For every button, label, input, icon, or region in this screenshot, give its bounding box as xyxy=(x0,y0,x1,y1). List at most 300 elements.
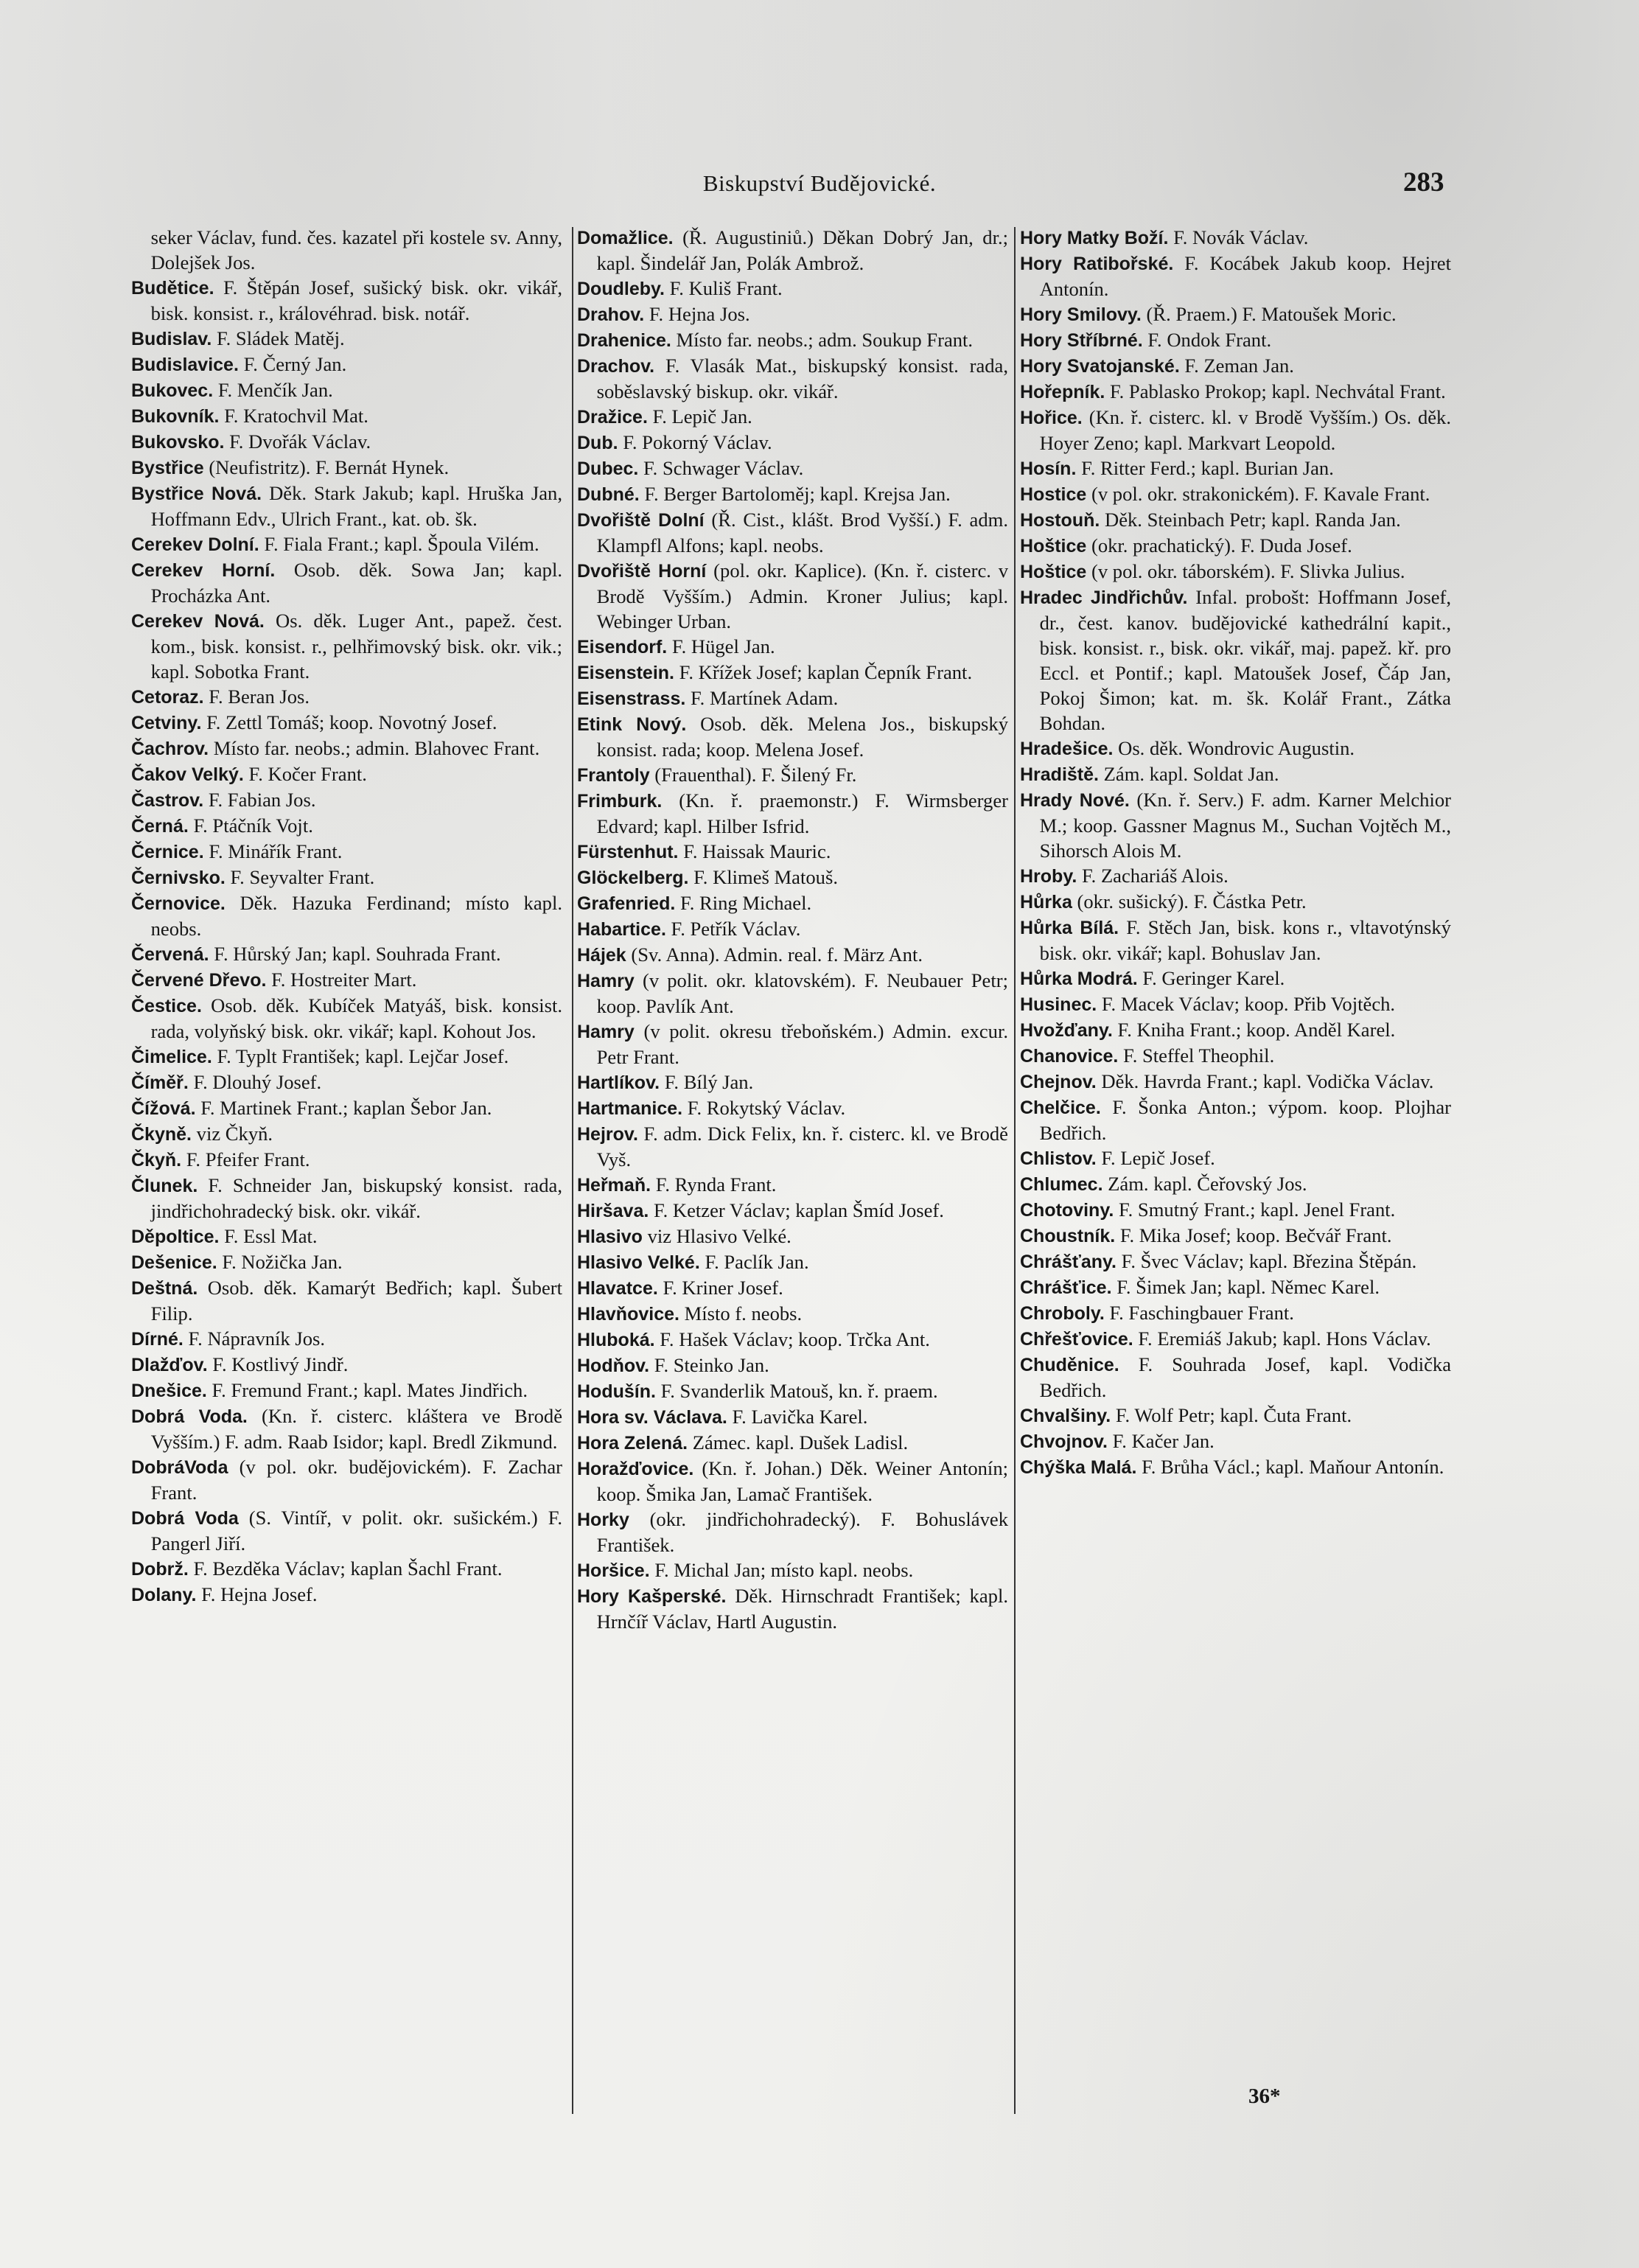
directory-entry xyxy=(1020,327,1451,353)
entry-text: (S. Vintíř, v polit. okr. sušickém.) F. Pangerl Jiří. xyxy=(150,1507,562,1555)
entry-text: viz Čkyň. xyxy=(196,1123,273,1145)
directory-entry xyxy=(131,993,562,1044)
entry-place-name: Dnešice. xyxy=(131,1381,207,1401)
entry-text: F. Kačer Jan. xyxy=(1112,1430,1215,1452)
directory-entry xyxy=(577,1430,1008,1456)
entry-place-name: Dub. xyxy=(577,433,618,453)
entry-text: F. Fiala Frant.; kapl. Špoula Vilém. xyxy=(264,533,539,555)
entry-text: Děk. Steinbach Petr; kapl. Randa Jan. xyxy=(1104,509,1401,531)
directory-entry xyxy=(1020,1249,1451,1274)
entry-place-name: Hory Kašperské. xyxy=(577,1586,727,1607)
entry-place-name: Drachov. xyxy=(577,356,655,377)
entry-text: F. Švec Václav; kapl. Březina Štěpán. xyxy=(1121,1250,1417,1272)
directory-entry xyxy=(1020,1095,1451,1145)
entry-text: F. Souhrada Josef, kapl. Vodička Bedřich. xyxy=(1039,1353,1452,1401)
entry-text: F. Svanderlik Matouš, kn. ř. praem. xyxy=(660,1380,938,1402)
directory-entry xyxy=(131,1173,562,1224)
directory-entry xyxy=(131,1556,562,1582)
directory-entry xyxy=(1020,1069,1451,1095)
directory-entry xyxy=(131,761,562,787)
directory-entry xyxy=(131,1275,562,1326)
entry-place-name: Domažlice. xyxy=(577,228,674,248)
directory-entry xyxy=(577,1198,1008,1224)
directory-entry xyxy=(577,430,1008,456)
entry-place-name: Chvojnov. xyxy=(1020,1431,1108,1452)
entry-text: Místo far. neobs.; admin. Blahovec Frant. xyxy=(213,737,540,759)
directory-entry xyxy=(131,890,562,941)
entry-place-name: Hory Ratibořské. xyxy=(1020,254,1174,274)
entry-place-name: Černovice. xyxy=(131,893,226,914)
entry-text: Zám. kapl. Čeřovský Jos. xyxy=(1108,1173,1307,1195)
entry-text: F. Paclík Jan. xyxy=(705,1251,809,1273)
entry-place-name: Chlistov. xyxy=(1020,1148,1097,1169)
entry-place-name: Hartmanice. xyxy=(577,1098,683,1119)
entry-text: F. Kriner Josef. xyxy=(663,1277,783,1299)
directory-entry xyxy=(577,1456,1008,1507)
entry-text: F. Martínek Adam. xyxy=(690,687,839,709)
entry-text: F. Seyvalter Frant. xyxy=(230,866,375,888)
directory-entry xyxy=(131,352,562,377)
directory-entry xyxy=(577,1121,1008,1172)
column-1 xyxy=(131,225,562,1608)
entry-text: F. Křížek Josef; kaplan Čepník Frant. xyxy=(679,661,973,683)
directory-entry xyxy=(1020,507,1451,533)
directory-entry xyxy=(131,813,562,839)
entry-place-name: Červené Dřevo. xyxy=(131,970,267,991)
directory-entry xyxy=(1020,1017,1451,1043)
entry-place-name: Hory Smilovy. xyxy=(1020,304,1142,325)
directory-entry xyxy=(577,481,1008,507)
directory-entry xyxy=(577,327,1008,353)
directory-entry xyxy=(577,890,1008,916)
directory-entry xyxy=(577,558,1008,634)
entry-place-name: Červená. xyxy=(131,944,209,965)
directory-entry xyxy=(131,1224,562,1249)
entry-text: F. Nápravník Jos. xyxy=(188,1327,326,1350)
directory-entry xyxy=(577,456,1008,481)
directory-entry xyxy=(131,1070,562,1095)
entry-place-name: Hoštice xyxy=(1020,536,1087,556)
entry-text: F. Hostreiter Mart. xyxy=(271,969,417,991)
signature-mark: 36* xyxy=(1248,2084,1281,2108)
entry-place-name: Cetviny. xyxy=(131,713,202,733)
directory-entry xyxy=(131,225,562,275)
directory-entry xyxy=(131,787,562,813)
directory-entry xyxy=(1020,379,1451,405)
directory-entry xyxy=(577,942,1008,968)
directory-entry xyxy=(131,1454,562,1505)
entry-text: Zám. kapl. Soldat Jan. xyxy=(1103,763,1279,785)
entry-text: F. Haissak Mauric. xyxy=(683,840,831,862)
directory-entry xyxy=(577,1557,1008,1583)
entry-text: F. Ondok Frant. xyxy=(1147,329,1272,351)
entry-text: F. Šonka Anton.; výpom. koop. Plojhar Bedřich. xyxy=(1039,1096,1451,1144)
entry-text: seker Václav, fund. čes. kazatel při kostele sv. Anny, Dolejšek Jos. xyxy=(150,226,562,273)
entry-place-name: Cerekev Dolní. xyxy=(131,534,259,555)
entry-place-name: Hůrka xyxy=(1020,892,1072,913)
entry-place-name: Dubec. xyxy=(577,458,639,479)
entry-text: F. Typlt František; kapl. Lejčar Josef. xyxy=(217,1045,509,1067)
entry-text: F. Fremund Frant.; kapl. Mates Jindřich. xyxy=(212,1379,528,1401)
entry-text: F. Kniha Frant.; koop. Anděl Karel. xyxy=(1117,1019,1396,1041)
directory-entry xyxy=(577,1095,1008,1121)
directory-entry xyxy=(577,634,1008,660)
entry-text: (Kn. ř. Serv.) F. adm. Karner Melchior M.; koop. Gassner Magnus M., Suchan Vojtěch M., Sihorsch Alois M. xyxy=(1039,789,1451,862)
entry-place-name: Chrášťany. xyxy=(1020,1252,1117,1272)
directory-entry xyxy=(1020,863,1451,889)
entry-text: F. Klimeš Matouš. xyxy=(693,866,838,888)
directory-entry xyxy=(1020,1223,1451,1249)
directory-entry xyxy=(577,276,1008,301)
entry-place-name: Hoštice xyxy=(1020,562,1087,582)
entry-place-name: Dražice. xyxy=(577,407,648,428)
directory-entry xyxy=(131,403,562,429)
entry-text: F. Sládek Matěj. xyxy=(216,327,345,349)
directory-entry xyxy=(131,429,562,455)
entry-place-name: Hosín. xyxy=(1020,458,1077,479)
entry-text: F. Petřík Václav. xyxy=(671,918,801,940)
entry-text: F. Brůha Václ.; kapl. Maňour Antonín. xyxy=(1142,1456,1444,1478)
directory-entry xyxy=(1020,1428,1451,1454)
directory-entry xyxy=(131,275,562,326)
entry-text: (okr. sušický). F. Částka Petr. xyxy=(1077,890,1307,913)
entry-place-name: Dvořiště Horní xyxy=(577,561,707,582)
directory-entry xyxy=(1020,1352,1451,1403)
entry-place-name: Hora Zelená. xyxy=(577,1433,688,1454)
directory-entry xyxy=(577,762,1008,788)
entry-text: F. Faschingbauer Frant. xyxy=(1109,1302,1294,1324)
entry-text: (Ř. Cist., klášt. Brod Vyšší.) F. adm. Klampfl Alfons; kapl. neobs. xyxy=(596,509,1008,556)
directory-entry xyxy=(131,326,562,352)
entry-text: (pol. okr. Kaplice). (Kn. ř. cisterc. v Brodě Vyšším.) Admin. Kroner Julius; kapl. Webinger Urban. xyxy=(596,559,1008,632)
entry-place-name: Eisenstrass. xyxy=(577,688,686,709)
entry-place-name: Chanovice. xyxy=(1020,1046,1119,1067)
directory-entry xyxy=(131,608,562,684)
entry-text: F. Essl Mat. xyxy=(224,1225,318,1247)
directory-entry xyxy=(131,684,562,710)
entry-text: Místo f. neobs. xyxy=(684,1302,803,1325)
directory-entry xyxy=(1020,559,1451,585)
entry-place-name: Hamry xyxy=(577,1022,635,1042)
entry-place-name: Hradešice. xyxy=(1020,739,1114,759)
entry-place-name: Děpoltice. xyxy=(131,1227,220,1247)
directory-entry xyxy=(577,1249,1008,1275)
directory-entry xyxy=(131,481,562,531)
directory-entry xyxy=(1020,1043,1451,1069)
entry-text: Os. děk. Wondrovic Augustin. xyxy=(1118,737,1355,759)
entry-text: Osob. děk. Kamarýt Bedřich; kapl. Šubert Filip. xyxy=(150,1277,563,1325)
entry-text: F. Štěpán Josef, sušický bisk. okr. vikář, bisk. konsist. r., královéhrad. bisk. notář. xyxy=(150,276,562,324)
directory-entry xyxy=(1020,481,1451,507)
entry-place-name: Dobrá Voda xyxy=(131,1508,239,1529)
entry-text: F. Schwager Václav. xyxy=(643,457,804,479)
entry-place-name: Dešenice. xyxy=(131,1252,217,1273)
entry-text: F. Rokytský Václav. xyxy=(687,1097,846,1119)
entry-place-name: Hamry xyxy=(577,971,635,991)
entry-place-name: Hůrka Bílá. xyxy=(1020,918,1119,938)
entry-text: F. Martinek Frant.; kaplan Šebor Jan. xyxy=(200,1097,492,1119)
entry-place-name: Horky xyxy=(577,1510,629,1530)
entry-text: (Kn. ř. cisterc. kláštera ve Brodě Vyšším.) F. adm. Raab Isidor; kapl. Bredl Zikmund. xyxy=(150,1405,563,1453)
column-rule-right xyxy=(1014,227,1016,2114)
entry-text: (v polit. okr. klatovském). F. Neubauer Petr; koop. Pavlík Ant. xyxy=(596,969,1008,1017)
page-number: 283 xyxy=(1403,167,1444,198)
entry-place-name: Člunek. xyxy=(131,1176,198,1196)
directory-entry xyxy=(577,865,1008,890)
entry-place-name: Čakov Velký. xyxy=(131,764,244,785)
entry-place-name: Dubné. xyxy=(577,484,640,505)
entry-place-name: Dolany. xyxy=(131,1585,197,1605)
entry-place-name: Hory Svatojanské. xyxy=(1020,356,1180,377)
entry-place-name: Bukovec. xyxy=(131,380,214,401)
entry-text: F. Smutný Frant.; kapl. Jenel Frant. xyxy=(1118,1198,1396,1221)
directory-entry xyxy=(1020,966,1451,991)
entry-text: F. Zeman Jan. xyxy=(1184,355,1294,377)
entry-text: F. Kratochvil Mat. xyxy=(224,405,368,427)
entry-place-name: Hostice xyxy=(1020,484,1087,505)
entry-text: F. Berger Bartoloměj; kapl. Krejsa Jan. xyxy=(644,483,951,505)
directory-entry xyxy=(577,1275,1008,1301)
entry-place-name: Habartice. xyxy=(577,919,666,940)
entry-place-name: DobráVoda xyxy=(131,1457,228,1478)
entry-text: Os. děk. Luger Ant., papež. čest. kom., bisk. konsist. r., pelhřimovský bisk. okr. vik.; kapl. Sobotka Frant. xyxy=(150,610,562,683)
entry-place-name: Budětice. xyxy=(131,278,214,299)
entry-text: (Kn. ř. praemonstr.) F. Wirmsberger Edvard; kapl. Hilber Isfrid. xyxy=(596,789,1008,837)
directory-entry xyxy=(577,1327,1008,1353)
entry-text: F. Ring Michael. xyxy=(680,892,812,914)
entry-place-name: Bukovník. xyxy=(131,406,220,427)
entry-text: Zámec. kapl. Dušek Ladisl. xyxy=(692,1431,909,1454)
entry-place-name: Dvořiště Dolní xyxy=(577,510,705,531)
entry-place-name: Čestice. xyxy=(131,996,202,1016)
directory-entry xyxy=(1020,1171,1451,1197)
entry-place-name: Hroby. xyxy=(1020,866,1077,887)
directory-entry xyxy=(577,788,1008,839)
entry-text: F. Hügel Jan. xyxy=(671,635,775,657)
entry-text: F. Ketzer Václav; kaplan Šmíd Josef. xyxy=(653,1199,944,1221)
entry-text: F. Steffel Theophil. xyxy=(1123,1044,1275,1067)
entry-text: (Sv. Anna). Admin. real. f. März Ant. xyxy=(631,943,923,966)
entry-text: F. Vlasák Mat., biskupský konsist. rada, soběslavský biskup. okr. vikář. xyxy=(596,355,1008,402)
entry-text: F. Wolf Petr; kapl. Čuta Frant. xyxy=(1115,1404,1352,1426)
directory-entry xyxy=(577,1583,1008,1634)
entry-place-name: Čkyň. xyxy=(131,1150,182,1170)
entry-text: F. Hejna Jos. xyxy=(649,303,750,325)
directory-entry xyxy=(577,660,1008,685)
entry-place-name: Dlažďov. xyxy=(131,1355,208,1375)
entry-text: F. Kuliš Frant. xyxy=(669,277,783,299)
directory-entry xyxy=(577,1404,1008,1430)
directory-entry xyxy=(577,1353,1008,1378)
entry-place-name: Hlasivo Velké. xyxy=(577,1252,700,1273)
entry-text: (Kn. ř. cisterc. kl. v Brodě Vyšším.) Os. děk. Hoyer Zeno; kapl. Markvart Leopold. xyxy=(1039,406,1451,454)
entry-place-name: Hartlíkov. xyxy=(577,1072,660,1093)
entry-text: F. Minářík Frant. xyxy=(209,840,343,862)
entry-text: Osob. děk. Kubíček Matyáš, bisk. konsist. rada, volyňský bisk. okr. vikář; kapl. Kohout Jos. xyxy=(150,994,563,1042)
directory-entry xyxy=(131,839,562,865)
entry-text: F. Lavička Karel. xyxy=(732,1406,868,1428)
directory-entry xyxy=(577,1507,1008,1557)
directory-entry xyxy=(1020,889,1451,915)
entry-text: Děk. Stark Jakub; kapl. Hruška Jan, Hoffmann Edv., Ulrich Frant., kat. ob. šk. xyxy=(150,482,562,530)
entry-place-name: Hradiště. xyxy=(1020,764,1099,785)
entry-text: Osob. děk. Sowa Jan; kapl. Procházka Ant. xyxy=(150,559,562,607)
entry-text: F. Pablasko Prokop; kapl. Nechvátal Frant. xyxy=(1109,380,1446,402)
entry-place-name: Černivsko. xyxy=(131,868,226,888)
entry-place-name: Hodňov. xyxy=(577,1355,650,1376)
entry-place-name: Hlavatce. xyxy=(577,1278,658,1299)
entry-text: viz Hlasivo Velké. xyxy=(647,1225,791,1247)
entry-text: F. Fabian Jos. xyxy=(208,789,316,811)
directory-entry xyxy=(1020,225,1451,251)
entry-text: F. Beran Jos. xyxy=(209,685,310,708)
entry-text: (Ř. Augustiniů.) Děkan Dobrý Jan, dr.; kapl. Šindelář Jan, Polák Ambrož. xyxy=(596,226,1008,274)
entry-place-name: Hlasivo xyxy=(577,1227,643,1247)
directory-entry xyxy=(577,1301,1008,1327)
entry-text: F. Geringer Karel. xyxy=(1142,967,1285,989)
entry-place-name: Hlavňovice. xyxy=(577,1304,679,1325)
directory-entry xyxy=(1020,456,1451,481)
entry-text: F. Stěch Jan, bisk. kons r., vltavotýnský bisk. okr. vikář; kapl. Bohuslav Jan. xyxy=(1039,916,1451,964)
entry-text: F. Schneider Jan, biskupský konsist. rada, jindřichohradecký bisk. okr. vikář. xyxy=(150,1174,562,1222)
directory-entry xyxy=(131,531,562,557)
entry-text: (v pol. okr. táborském). F. Slivka Julius. xyxy=(1091,560,1405,582)
directory-entry xyxy=(131,1326,562,1352)
entry-text: F. Zachariáš Alois. xyxy=(1081,865,1229,887)
directory-entry xyxy=(1020,1326,1451,1352)
entry-place-name: Horažďovice. xyxy=(577,1459,694,1479)
directory-entry xyxy=(131,736,562,761)
directory-entry xyxy=(577,1172,1008,1198)
entry-text: (Neufistritz). F. Bernát Hynek. xyxy=(209,456,450,478)
entry-text: F. Lepič Jan. xyxy=(652,405,752,428)
entry-place-name: Chlumec. xyxy=(1020,1174,1103,1195)
entry-text: F. Kočer Frant. xyxy=(248,763,367,785)
entry-place-name: Chroboly. xyxy=(1020,1303,1105,1324)
directory-entry xyxy=(131,1378,562,1403)
directory-entry xyxy=(577,968,1008,1019)
entry-text: F. Menčík Jan. xyxy=(217,379,333,401)
entry-text: F. Kocábek Jakub koop. Hejret Antonín. xyxy=(1039,252,1451,300)
directory-entry xyxy=(131,1249,562,1275)
directory-entry xyxy=(577,916,1008,942)
directory-entry xyxy=(1020,353,1451,379)
entry-text: Osob. děk. Melena Jos., biskupský konsist. rada; koop. Melena Josef. xyxy=(596,713,1008,761)
entry-place-name: Hodušín. xyxy=(577,1381,656,1402)
entry-place-name: Chřešťovice. xyxy=(1020,1329,1133,1350)
directory-entry xyxy=(1020,533,1451,559)
entry-place-name: Dobrá Voda. xyxy=(131,1406,248,1427)
entry-text: F. Hůrský Jan; kapl. Souhrada Frant. xyxy=(214,943,501,965)
directory-entry xyxy=(1020,585,1451,736)
directory-entry xyxy=(131,1044,562,1070)
column-3 xyxy=(1020,225,1451,1480)
directory-entry xyxy=(131,1147,562,1173)
entry-place-name: Chotoviny. xyxy=(1020,1200,1114,1221)
entry-place-name: Cerekev Nová. xyxy=(131,611,265,632)
entry-place-name: Bystřice xyxy=(131,458,204,478)
entry-place-name: Černice. xyxy=(131,842,204,862)
directory-entry xyxy=(577,353,1008,404)
entry-text: F. Bílý Jan. xyxy=(664,1071,754,1093)
directory-entry xyxy=(577,1019,1008,1070)
entry-text: F. Michal Jan; místo kapl. neobs. xyxy=(654,1559,914,1581)
entry-text: F. Macek Václav; koop. Přib Vojtěch. xyxy=(1101,993,1396,1015)
entry-place-name: Chvalšiny. xyxy=(1020,1406,1111,1426)
directory-entry xyxy=(131,377,562,403)
entry-place-name: Doudleby. xyxy=(577,279,665,299)
entry-place-name: Chuděnice. xyxy=(1020,1355,1119,1375)
directory-entry xyxy=(1020,736,1451,761)
entry-text: Infal. probošt: Hoffmann Josef, dr., čest. kanov. budějovické kathedrální kapit., bisk. konsist. r., bisk. okr. vikář, maj. papež. kř. pro Eccl. et Pontif.; kapl. Matoušek Josef, Čáp Jan, Pokoj Šimon; kat. m. šk. Kolář Frant., Zátka Bohdan. xyxy=(1039,586,1451,734)
entry-place-name: Chýška Malá. xyxy=(1020,1457,1137,1478)
entry-text: F. Černý Jan. xyxy=(243,353,347,375)
entry-text: F. Hejna Josef. xyxy=(201,1583,318,1605)
directory-entry xyxy=(1020,761,1451,787)
directory-entry xyxy=(577,507,1008,558)
entry-place-name: Dobrž. xyxy=(131,1559,189,1580)
entry-place-name: Eisendorf. xyxy=(577,637,668,657)
entry-text: Děk. Hazuka Ferdinand; místo kapl. neobs. xyxy=(150,892,562,940)
entry-place-name: Hluboká. xyxy=(577,1330,655,1350)
entry-place-name: Budislav. xyxy=(131,329,212,349)
entry-text: F. Zettl Tomáš; koop. Novotný Josef. xyxy=(206,711,497,733)
column-2 xyxy=(577,225,1008,1634)
entry-place-name: Dírné. xyxy=(131,1329,184,1350)
entry-place-name: Hory Stříbrné. xyxy=(1020,330,1143,351)
entry-text: (v polit. okresu třeboňském.) Admin. excur. Petr Frant. xyxy=(596,1020,1008,1068)
entry-place-name: Frimburk. xyxy=(577,791,663,812)
directory-entry xyxy=(131,1121,562,1147)
directory-entry xyxy=(577,1224,1008,1249)
directory-entry xyxy=(1020,301,1451,327)
entry-place-name: Hrady Nové. xyxy=(1020,790,1130,811)
entry-place-name: Čachrov. xyxy=(131,739,209,759)
entry-place-name: Číměř. xyxy=(131,1072,189,1093)
entry-text: Děk. Hirnschradt František; kapl. Hrnčíř Václav, Hartl Augustin. xyxy=(596,1585,1008,1633)
entry-place-name: Fürstenhut. xyxy=(577,842,679,862)
entry-place-name: Hostouň. xyxy=(1020,510,1100,531)
directory-entry xyxy=(1020,251,1451,301)
entry-place-name: Častrov. xyxy=(131,790,204,811)
entry-place-name: Hradec Jindřichův. xyxy=(1020,587,1188,608)
directory-entry xyxy=(1020,1145,1451,1171)
directory-entry xyxy=(577,225,1008,276)
directory-entry xyxy=(577,404,1008,430)
directory-entry xyxy=(1020,915,1451,966)
directory-entry xyxy=(131,455,562,481)
entry-place-name: Heřmaň. xyxy=(577,1175,651,1196)
entry-text: F. Kostlivý Jindř. xyxy=(212,1353,349,1375)
entry-place-name: Etink Nový. xyxy=(577,714,687,735)
entry-place-name: Choustník. xyxy=(1020,1226,1116,1246)
entry-place-name: Chejnov. xyxy=(1020,1072,1097,1092)
entry-place-name: Čížová. xyxy=(131,1098,196,1119)
directory-entry xyxy=(131,1095,562,1121)
directory-entry xyxy=(1020,1197,1451,1223)
directory-entry xyxy=(131,1582,562,1608)
entry-place-name: Grafenried. xyxy=(577,893,676,914)
entry-place-name: Budislavice. xyxy=(131,355,239,375)
directory-entry xyxy=(1020,1403,1451,1428)
entry-text: F. Pokorný Václav. xyxy=(623,431,772,453)
entry-text: (okr. prachatický). F. Duda Josef. xyxy=(1091,534,1352,556)
directory-entry xyxy=(131,1352,562,1378)
directory-entry xyxy=(1020,1274,1451,1300)
entry-text: F. Eremiáš Jakub; kapl. Hons Václav. xyxy=(1138,1327,1431,1350)
entry-place-name: Horšice. xyxy=(577,1560,650,1581)
entry-text: F. Pfeifer Frant. xyxy=(186,1148,310,1170)
